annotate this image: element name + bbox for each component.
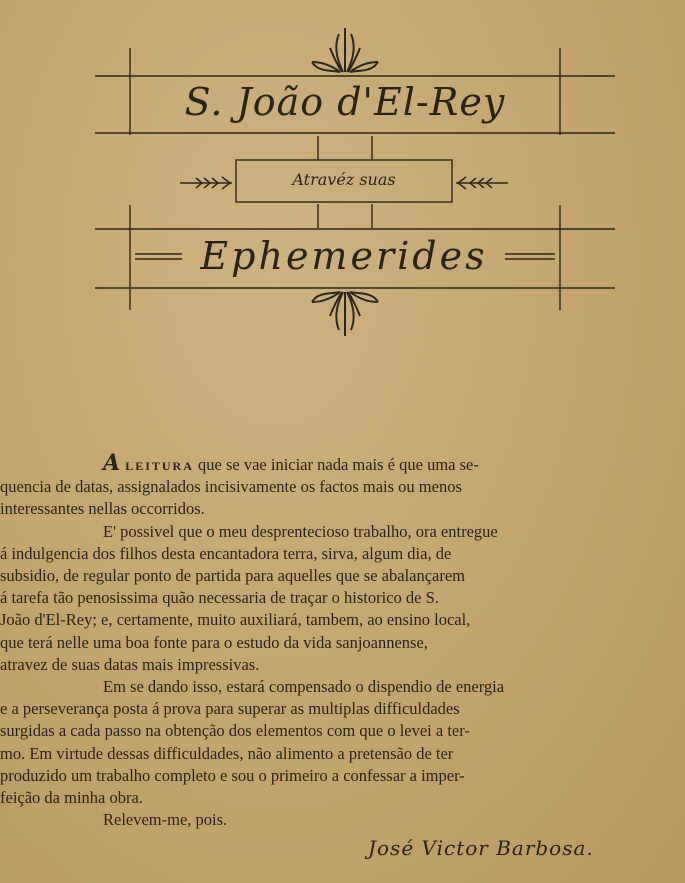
line: subsidio, de regular ponto de partida para aquelles que se abalançarem bbox=[0, 566, 466, 586]
line: feição da minha obra. bbox=[0, 788, 143, 808]
line: interessantes nellas occorridos. bbox=[0, 499, 205, 519]
paragraph-2 bbox=[0, 521, 663, 676]
line: que terá nelle uma boa fonte para o estudo da vida sanjoannense, bbox=[0, 632, 428, 652]
signature: José Victor Barbosa. bbox=[368, 836, 594, 860]
line: João d'El-Rey; e, certamente, muito auxiliará, tambem, ao ensino local, bbox=[0, 610, 471, 630]
right-arrow-ornament-icon bbox=[456, 177, 508, 189]
line: E' possivel que o meu desprentecioso trabalho, ora entregue bbox=[103, 521, 498, 541]
top-ornament-icon bbox=[312, 28, 378, 72]
lead-word: leitura bbox=[125, 455, 194, 474]
line: A leitura que se vae iniciar nada mais é que uma se- bbox=[103, 450, 479, 476]
line: mo. Em virtude dessas difficuldades, não alimento a pretensão de ter bbox=[0, 743, 454, 763]
subtitle: Atravéz suas bbox=[292, 170, 396, 189]
paragraph-3 bbox=[0, 676, 663, 809]
line: e a perseverança posta á prova para superar as multiplas difficuldades bbox=[0, 699, 460, 719]
left-arrow-ornament-icon bbox=[180, 177, 232, 189]
line: surgidas a cada passo na obtenção dos elementos com que o levei a ter- bbox=[0, 721, 470, 741]
line: produzido um trabalho completo e sou o primeiro a confessar a imper- bbox=[0, 765, 465, 785]
line: á indulgencia dos filhos desta encantadora terra, sirva, algum dia, de bbox=[0, 543, 452, 563]
line: quencia de datas, assignalados incisivamente os factos mais ou menos bbox=[0, 477, 462, 497]
main-title: S. João d'El-Rey bbox=[184, 80, 506, 124]
closing-line: Relevem-me, pois. bbox=[103, 810, 228, 830]
bottom-ornament-icon bbox=[312, 292, 378, 336]
secondary-title: Ephemerides bbox=[200, 234, 488, 278]
paragraph-1 bbox=[0, 450, 663, 521]
preface-text bbox=[0, 450, 663, 831]
line: atravez de suas datas mais impressivas. bbox=[0, 654, 260, 674]
line: á tarefa tão penosissima quão necessaria de traçar o historico de S. bbox=[0, 588, 439, 608]
line: Em se dando isso, estará compensado o dispendio de energia bbox=[103, 677, 505, 697]
drop-cap: A bbox=[103, 450, 122, 476]
